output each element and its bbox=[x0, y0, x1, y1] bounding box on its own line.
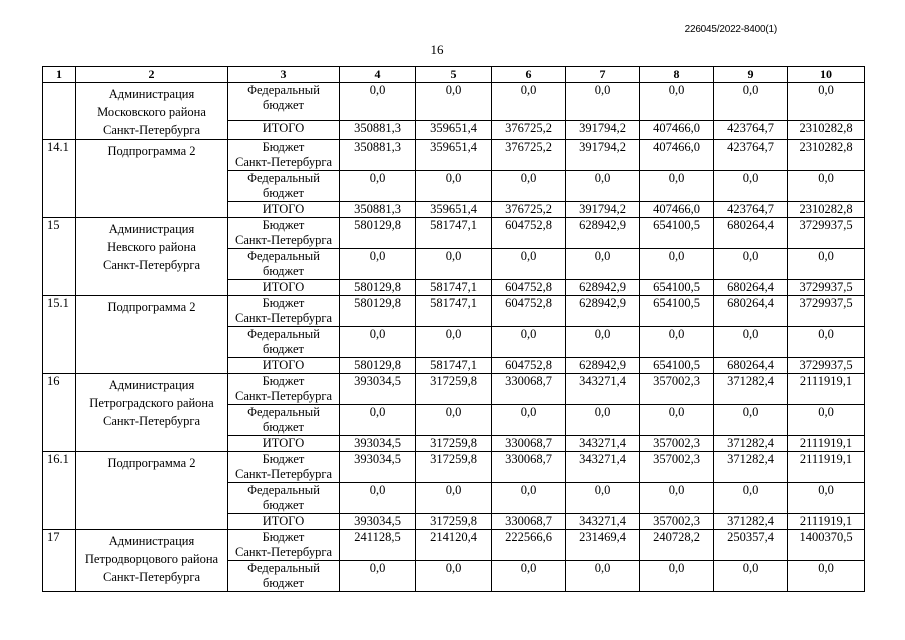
table-row bbox=[43, 452, 865, 483]
amount-cell: 0,0 bbox=[566, 327, 640, 358]
amount-cell: 0,0 bbox=[492, 327, 566, 358]
funding-source bbox=[228, 218, 340, 249]
row-index: 14.1 bbox=[43, 140, 76, 218]
funding-source-line: Бюджет bbox=[262, 218, 305, 232]
amount-cell: 680264,4 bbox=[714, 280, 788, 296]
table-row bbox=[43, 296, 865, 327]
funding-source bbox=[228, 514, 340, 530]
amount-cell: 330068,7 bbox=[492, 452, 566, 483]
amount-cell: 0,0 bbox=[640, 561, 714, 592]
table-row bbox=[43, 374, 865, 405]
funding-source-line: ИТОГО bbox=[262, 120, 305, 135]
amount-cell: 0,0 bbox=[566, 405, 640, 436]
amount-cell: 423764,7 bbox=[714, 202, 788, 218]
amount-cell: 317259,8 bbox=[416, 514, 492, 530]
funding-source-line: Бюджет bbox=[262, 140, 305, 154]
amount-cell: 0,0 bbox=[340, 327, 416, 358]
amount-cell: 0,0 bbox=[640, 249, 714, 280]
column-header-9: 9 bbox=[714, 67, 788, 83]
organization-name bbox=[76, 218, 228, 296]
amount-cell: 343271,4 bbox=[566, 436, 640, 452]
funding-source bbox=[228, 140, 340, 171]
organization-name bbox=[76, 452, 228, 530]
amount-cell: 317259,8 bbox=[416, 452, 492, 483]
organization-name-line: Администрация bbox=[108, 222, 195, 236]
funding-source-line: Санкт-Петербурга bbox=[234, 545, 332, 559]
amount-cell: 3729937,5 bbox=[788, 358, 865, 374]
amount-cell: 393034,5 bbox=[340, 436, 416, 452]
document-number: 226045/2022-8400(1) bbox=[684, 24, 777, 35]
amount-cell: 0,0 bbox=[340, 561, 416, 592]
row-index: 17 bbox=[43, 530, 76, 592]
amount-cell: 0,0 bbox=[788, 171, 865, 202]
amount-cell: 0,0 bbox=[640, 483, 714, 514]
amount-cell: 0,0 bbox=[416, 249, 492, 280]
amount-cell: 581747,1 bbox=[416, 218, 492, 249]
amount-cell: 0,0 bbox=[416, 483, 492, 514]
amount-cell: 391794,2 bbox=[566, 120, 640, 139]
amount-cell: 330068,7 bbox=[492, 514, 566, 530]
funding-source bbox=[228, 120, 340, 139]
amount-cell: 2310282,8 bbox=[788, 120, 865, 139]
funding-source-line: Санкт-Петербурга bbox=[234, 311, 332, 325]
amount-cell: 359651,4 bbox=[416, 120, 492, 139]
amount-cell: 393034,5 bbox=[340, 452, 416, 483]
amount-cell: 0,0 bbox=[492, 561, 566, 592]
amount-cell: 357002,3 bbox=[640, 374, 714, 405]
amount-cell: 376725,2 bbox=[492, 140, 566, 171]
amount-cell: 0,0 bbox=[714, 405, 788, 436]
amount-cell: 343271,4 bbox=[566, 452, 640, 483]
funding-source-line: Федеральный bbox=[247, 405, 320, 419]
amount-cell: 2111919,1 bbox=[788, 374, 865, 405]
amount-cell: 371282,4 bbox=[714, 436, 788, 452]
amount-cell: 0,0 bbox=[714, 561, 788, 592]
page-number: 16 bbox=[430, 42, 444, 57]
organization-name bbox=[76, 374, 228, 452]
table-row bbox=[43, 530, 865, 561]
table-row bbox=[43, 83, 865, 121]
amount-cell: 0,0 bbox=[566, 171, 640, 202]
funding-source-line: Федеральный bbox=[247, 249, 320, 263]
amount-cell: 1400370,5 bbox=[788, 530, 865, 561]
organization-name-line: Невского района bbox=[107, 240, 196, 254]
amount-cell: 357002,3 bbox=[640, 514, 714, 530]
organization-name-line: Санкт-Петербурга bbox=[102, 258, 200, 272]
organization-name bbox=[76, 296, 228, 374]
funding-source-line: бюджет bbox=[263, 498, 304, 512]
amount-cell: 350881,3 bbox=[340, 120, 416, 139]
organization-name bbox=[76, 140, 228, 218]
amount-cell: 3729937,5 bbox=[788, 280, 865, 296]
amount-cell: 580129,8 bbox=[340, 218, 416, 249]
amount-cell: 628942,9 bbox=[566, 218, 640, 249]
funding-source-line: Федеральный bbox=[247, 483, 320, 497]
organization-name-line: Администрация bbox=[108, 378, 195, 392]
row-index: 15.1 bbox=[43, 296, 76, 374]
funding-source-line: Санкт-Петербурга bbox=[234, 389, 332, 403]
amount-cell: 371282,4 bbox=[714, 514, 788, 530]
budget-table bbox=[42, 66, 865, 592]
amount-cell: 214120,4 bbox=[416, 530, 492, 561]
column-header-4: 4 bbox=[340, 67, 416, 83]
amount-cell: 376725,2 bbox=[492, 120, 566, 139]
amount-cell: 654100,5 bbox=[640, 296, 714, 327]
funding-source-line: Бюджет bbox=[262, 530, 305, 544]
amount-cell: 231469,4 bbox=[566, 530, 640, 561]
amount-cell: 0,0 bbox=[566, 483, 640, 514]
funding-source-line: ИТОГО bbox=[262, 514, 305, 528]
amount-cell: 628942,9 bbox=[566, 296, 640, 327]
amount-cell: 581747,1 bbox=[416, 296, 492, 327]
amount-cell: 0,0 bbox=[640, 327, 714, 358]
amount-cell: 604752,8 bbox=[492, 218, 566, 249]
amount-cell: 0,0 bbox=[340, 483, 416, 514]
amount-cell: 0,0 bbox=[416, 405, 492, 436]
funding-source bbox=[228, 202, 340, 218]
amount-cell: 0,0 bbox=[788, 561, 865, 592]
organization-name-line: Администрация bbox=[108, 87, 195, 101]
funding-source bbox=[228, 530, 340, 561]
row-index: 16.1 bbox=[43, 452, 76, 530]
amount-cell: 0,0 bbox=[714, 327, 788, 358]
column-header-1: 1 bbox=[43, 67, 76, 83]
amount-cell: 581747,1 bbox=[416, 358, 492, 374]
amount-cell: 2111919,1 bbox=[788, 514, 865, 530]
funding-source-line: ИТОГО bbox=[262, 358, 305, 372]
funding-source-line: Федеральный bbox=[247, 83, 320, 97]
organization-name-line: Петроградского района bbox=[89, 396, 214, 410]
amount-cell: 317259,8 bbox=[416, 436, 492, 452]
amount-cell: 3729937,5 bbox=[788, 218, 865, 249]
amount-cell: 654100,5 bbox=[640, 358, 714, 374]
funding-source-line: бюджет bbox=[263, 98, 304, 112]
organization-name bbox=[76, 83, 228, 140]
amount-cell: 407466,0 bbox=[640, 140, 714, 171]
organization-name-line: Санкт-Петербурга bbox=[102, 414, 200, 428]
funding-source-line: Бюджет bbox=[262, 296, 305, 310]
amount-cell: 2310282,8 bbox=[788, 140, 865, 171]
amount-cell: 0,0 bbox=[340, 83, 416, 121]
amount-cell: 680264,4 bbox=[714, 218, 788, 249]
amount-cell: 391794,2 bbox=[566, 140, 640, 171]
amount-cell: 222566,6 bbox=[492, 530, 566, 561]
amount-cell: 628942,9 bbox=[566, 280, 640, 296]
amount-cell: 0,0 bbox=[640, 83, 714, 121]
amount-cell: 371282,4 bbox=[714, 374, 788, 405]
amount-cell: 580129,8 bbox=[340, 280, 416, 296]
amount-cell: 0,0 bbox=[714, 483, 788, 514]
funding-source bbox=[228, 358, 340, 374]
amount-cell: 359651,4 bbox=[416, 140, 492, 171]
funding-source bbox=[228, 561, 340, 592]
funding-source bbox=[228, 374, 340, 405]
funding-source-line: Федеральный bbox=[247, 171, 320, 185]
amount-cell: 0,0 bbox=[416, 171, 492, 202]
amount-cell: 357002,3 bbox=[640, 436, 714, 452]
column-header-2: 2 bbox=[76, 67, 228, 83]
funding-source-line: Бюджет bbox=[262, 452, 305, 466]
amount-cell: 240728,2 bbox=[640, 530, 714, 561]
organization-name-line: Подпрограмма 2 bbox=[107, 456, 196, 470]
amount-cell: 628942,9 bbox=[566, 358, 640, 374]
amount-cell: 359651,4 bbox=[416, 202, 492, 218]
row-index: 15 bbox=[43, 218, 76, 296]
column-header-8: 8 bbox=[640, 67, 714, 83]
amount-cell: 0,0 bbox=[492, 171, 566, 202]
funding-source-line: Федеральный bbox=[247, 327, 320, 341]
amount-cell: 0,0 bbox=[714, 83, 788, 121]
amount-cell: 0,0 bbox=[492, 405, 566, 436]
amount-cell: 0,0 bbox=[640, 405, 714, 436]
column-header-6: 6 bbox=[492, 67, 566, 83]
amount-cell: 0,0 bbox=[566, 83, 640, 121]
funding-source-line: бюджет bbox=[263, 186, 304, 200]
amount-cell: 0,0 bbox=[416, 327, 492, 358]
funding-source bbox=[228, 327, 340, 358]
organization-name-line: Петродворцового района bbox=[84, 552, 219, 566]
organization-name-line: Администрация bbox=[108, 534, 195, 548]
amount-cell: 0,0 bbox=[340, 405, 416, 436]
funding-source-line: Санкт-Петербурга bbox=[234, 155, 332, 169]
organization-name-line: Подпрограмма 2 bbox=[107, 144, 196, 158]
amount-cell: 0,0 bbox=[492, 483, 566, 514]
column-header-10: 10 bbox=[788, 67, 865, 83]
amount-cell: 0,0 bbox=[788, 483, 865, 514]
amount-cell: 604752,8 bbox=[492, 358, 566, 374]
amount-cell: 0,0 bbox=[566, 561, 640, 592]
funding-source-line: ИТОГО bbox=[262, 280, 305, 294]
amount-cell: 0,0 bbox=[340, 171, 416, 202]
amount-cell: 393034,5 bbox=[340, 374, 416, 405]
funding-source-line: бюджет bbox=[263, 576, 304, 590]
amount-cell: 350881,3 bbox=[340, 202, 416, 218]
funding-source-line: ИТОГО bbox=[262, 202, 305, 216]
row-index: 16 bbox=[43, 374, 76, 452]
amount-cell: 0,0 bbox=[640, 171, 714, 202]
amount-cell: 330068,7 bbox=[492, 436, 566, 452]
funding-source bbox=[228, 83, 340, 121]
amount-cell: 0,0 bbox=[416, 83, 492, 121]
amount-cell: 423764,7 bbox=[714, 120, 788, 139]
amount-cell: 376725,2 bbox=[492, 202, 566, 218]
amount-cell: 0,0 bbox=[492, 249, 566, 280]
funding-source-line: Федеральный bbox=[247, 561, 320, 575]
amount-cell: 343271,4 bbox=[566, 514, 640, 530]
amount-cell: 2310282,8 bbox=[788, 202, 865, 218]
funding-source-line: бюджет bbox=[263, 264, 304, 278]
column-header-3: 3 bbox=[228, 67, 340, 83]
amount-cell: 581747,1 bbox=[416, 280, 492, 296]
amount-cell: 330068,7 bbox=[492, 374, 566, 405]
amount-cell: 343271,4 bbox=[566, 374, 640, 405]
amount-cell: 2111919,1 bbox=[788, 436, 865, 452]
amount-cell: 393034,5 bbox=[340, 514, 416, 530]
funding-source bbox=[228, 436, 340, 452]
amount-cell: 3729937,5 bbox=[788, 296, 865, 327]
amount-cell: 0,0 bbox=[714, 249, 788, 280]
funding-source-line: бюджет bbox=[263, 342, 304, 356]
column-header-5: 5 bbox=[416, 67, 492, 83]
funding-source bbox=[228, 280, 340, 296]
funding-source bbox=[228, 452, 340, 483]
amount-cell: 654100,5 bbox=[640, 280, 714, 296]
funding-source bbox=[228, 296, 340, 327]
organization-name-line: Санкт-Петербурга bbox=[102, 570, 200, 584]
amount-cell: 357002,3 bbox=[640, 452, 714, 483]
amount-cell: 604752,8 bbox=[492, 296, 566, 327]
amount-cell: 654100,5 bbox=[640, 218, 714, 249]
amount-cell: 0,0 bbox=[714, 171, 788, 202]
amount-cell: 580129,8 bbox=[340, 296, 416, 327]
funding-source-line: Санкт-Петербурга bbox=[234, 233, 332, 247]
funding-source-line: Санкт-Петербурга bbox=[234, 467, 332, 481]
funding-source bbox=[228, 171, 340, 202]
amount-cell: 371282,4 bbox=[714, 452, 788, 483]
funding-source-line: ИТОГО bbox=[262, 436, 305, 450]
organization-name bbox=[76, 530, 228, 592]
amount-cell: 680264,4 bbox=[714, 296, 788, 327]
amount-cell: 2111919,1 bbox=[788, 452, 865, 483]
amount-cell: 241128,5 bbox=[340, 530, 416, 561]
amount-cell: 0,0 bbox=[788, 249, 865, 280]
amount-cell: 423764,7 bbox=[714, 140, 788, 171]
amount-cell: 580129,8 bbox=[340, 358, 416, 374]
funding-source bbox=[228, 249, 340, 280]
funding-source bbox=[228, 483, 340, 514]
column-header-7: 7 bbox=[566, 67, 640, 83]
row-index bbox=[43, 83, 76, 140]
amount-cell: 0,0 bbox=[492, 83, 566, 121]
amount-cell: 680264,4 bbox=[714, 358, 788, 374]
amount-cell: 407466,0 bbox=[640, 120, 714, 139]
amount-cell: 0,0 bbox=[566, 249, 640, 280]
table-row bbox=[43, 140, 865, 171]
amount-cell: 391794,2 bbox=[566, 202, 640, 218]
amount-cell: 0,0 bbox=[416, 561, 492, 592]
amount-cell: 407466,0 bbox=[640, 202, 714, 218]
amount-cell: 250357,4 bbox=[714, 530, 788, 561]
amount-cell: 317259,8 bbox=[416, 374, 492, 405]
amount-cell: 604752,8 bbox=[492, 280, 566, 296]
organization-name-line: Московского района bbox=[97, 105, 206, 119]
amount-cell: 0,0 bbox=[788, 83, 865, 121]
amount-cell: 0,0 bbox=[788, 405, 865, 436]
funding-source bbox=[228, 405, 340, 436]
funding-source-line: Бюджет bbox=[262, 374, 305, 388]
table-row bbox=[43, 218, 865, 249]
header-row bbox=[43, 67, 865, 83]
organization-name-line: Подпрограмма 2 bbox=[107, 300, 196, 314]
organization-name-line: Санкт-Петербурга bbox=[102, 123, 200, 137]
amount-cell: 0,0 bbox=[788, 327, 865, 358]
amount-cell: 0,0 bbox=[340, 249, 416, 280]
amount-cell: 350881,3 bbox=[340, 140, 416, 171]
funding-source-line: бюджет bbox=[263, 420, 304, 434]
